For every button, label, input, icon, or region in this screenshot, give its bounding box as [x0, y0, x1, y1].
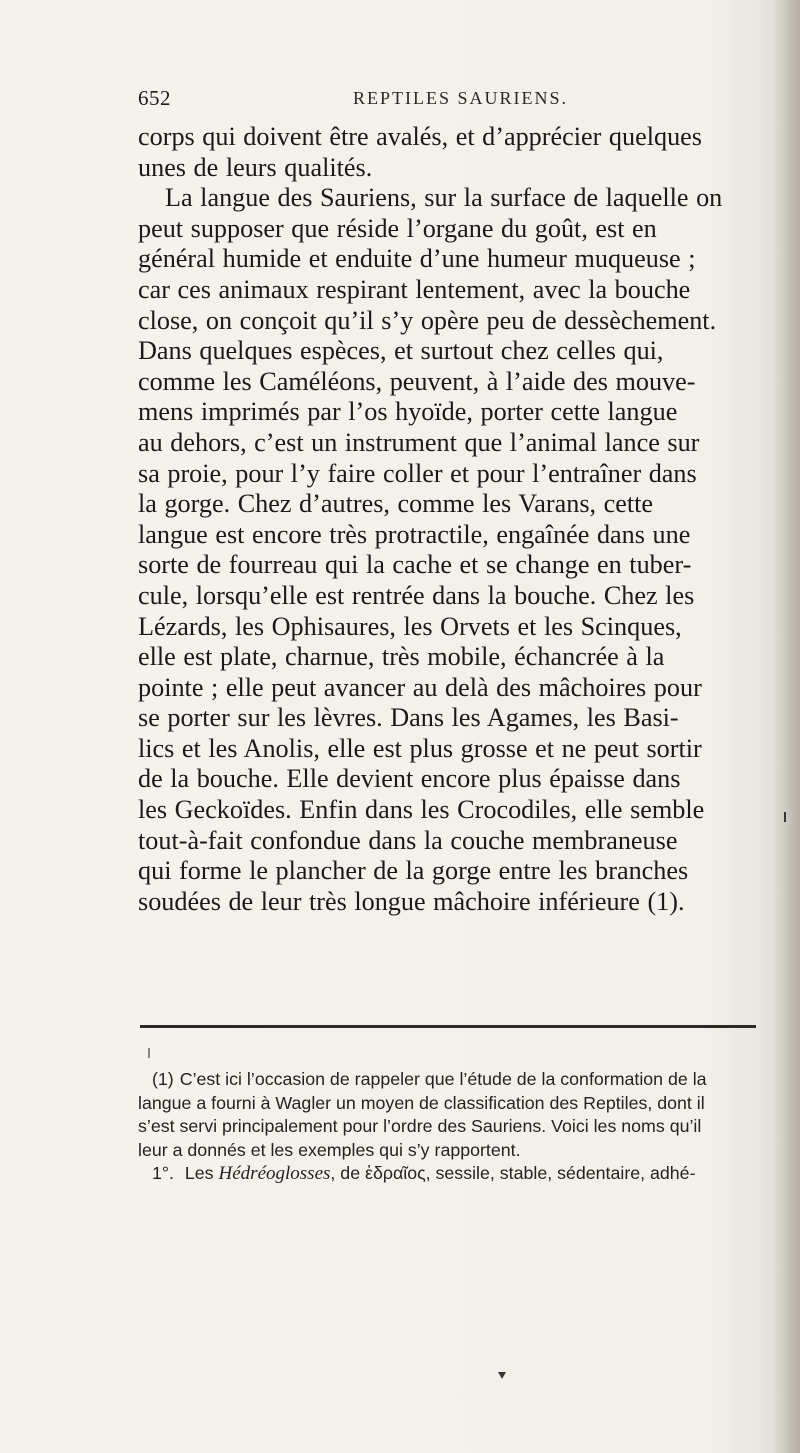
- body-line: langue est encore très protractile, engaînée dans une: [138, 519, 691, 549]
- body-line: peut supposer que réside l’organe du goût, est en: [138, 213, 657, 243]
- body-line: La langue des Sauriens, sur la surface de laquelle on: [165, 183, 723, 213]
- body-line: sa proie, pour l’y faire coller et pour l’entraîner dans: [138, 458, 697, 488]
- footnote-item-label: 1°.: [152, 1163, 174, 1183]
- footnote-label: (1): [152, 1069, 174, 1089]
- body-line: les Geckoïdes. Enfin dans les Crocodiles, elle semble: [138, 795, 705, 825]
- body-line: close, on conçoit qu’il s’y opère peu de dessèchement.: [138, 305, 717, 335]
- body-line: cule, lorsqu’elle est rentrée dans la bouche. Chez les: [138, 580, 695, 610]
- page-edge-shadow: [772, 0, 800, 1453]
- page-number: 652: [138, 86, 171, 110]
- footnotes: [138, 1068, 758, 1186]
- footnote-item-rest: , de ἑδραῖος, sessile, stable, sédentaire, adhé-: [330, 1163, 696, 1183]
- running-head: REPTILES SAURIENS.: [353, 88, 569, 108]
- footnote-text: C’est ici l’occasion de rappeler que l’étude de la conformation de la: [179, 1069, 707, 1089]
- footnote-item: [138, 1162, 758, 1186]
- page-header: [138, 86, 738, 116]
- body-line: pointe ; elle peut avancer au delà des mâchoires pour: [138, 672, 702, 702]
- footnote-line: langue a fourni à Wagler un moyen de classification des Reptiles, dont il: [138, 1092, 705, 1113]
- body-line: qui forme le plancher de la gorge entre les branches: [138, 856, 689, 886]
- ink-mark: [148, 1048, 150, 1058]
- footnote-rule: [140, 1025, 756, 1028]
- body-line: général humide et enduite d’une humeur muqueuse ;: [138, 244, 696, 274]
- body-line: sorte de fourreau qui la cache et se change en tuber-: [138, 550, 692, 580]
- body-line: Lézards, les Ophisaures, les Orvets et les Scinques,: [138, 611, 682, 641]
- footnote-line: leur a donnés et les exemples qui s’y rapportent.: [138, 1139, 521, 1160]
- edge-ink-mark: [784, 812, 786, 822]
- footnote-item-prefix: Les: [184, 1163, 214, 1183]
- footnote-line: s’est servi principalement pour l’ordre des Sauriens. Voici les noms qu’il: [138, 1116, 702, 1136]
- body-line: la gorge. Chez d’autres, comme les Varans, cette: [138, 489, 654, 519]
- body-line: soudées de leur très longue mâchoire inférieure (1).: [138, 886, 685, 916]
- body-line: mens imprimés par l’os hyoïde, porter cette langue: [138, 397, 678, 427]
- body-line: elle est plate, charnue, très mobile, échancrée à la: [138, 642, 665, 672]
- footnote-line: [138, 1068, 758, 1092]
- signature-mark: [498, 1372, 506, 1379]
- body-line: car ces animaux respirant lentement, avec la bouche: [138, 274, 691, 304]
- body-line: unes de leurs qualités.: [138, 152, 373, 182]
- body-text: [138, 122, 758, 917]
- body-line: lics et les Anolis, elle est plus grosse et ne peut sortir: [138, 733, 702, 763]
- body-line: Dans quelques espèces, et surtout chez celles qui,: [138, 336, 664, 366]
- body-line: se porter sur les lèvres. Dans les Agames, les Basi-: [138, 703, 679, 733]
- footnote-item-term: Hédréoglosses: [218, 1163, 331, 1184]
- body-line: corps qui doivent être avalés, et d’apprécier quelques: [138, 122, 702, 151]
- body-line: comme les Caméléons, peuvent, à l’aide des mouve-: [138, 366, 696, 396]
- body-line: tout-à-fait confondue dans la couche membraneuse: [138, 825, 678, 855]
- body-line: de la bouche. Elle devient encore plus épaisse dans: [138, 764, 681, 794]
- body-line: au dehors, c’est un instrument que l’animal lance sur: [138, 427, 700, 457]
